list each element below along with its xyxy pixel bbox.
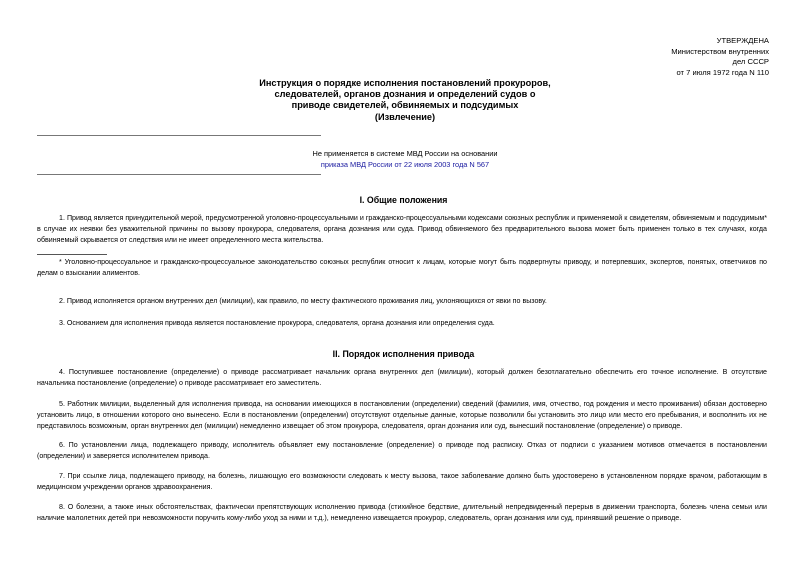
title-line-3: приводе свидетелей, обвиняемых и подсудимых xyxy=(291,100,519,111)
paragraph-2: 2. Привод исполняется органом внутренних дел (милиции), как правило, по месту фактического проживания лиц, уклоняющихся от явки по вызову. xyxy=(59,297,547,305)
paragraph-1: 1. Привод является принудительной мерой, предусмотренной уголовно-процессуальными и гражданско-процессуальными кодексами союзных республик и применяемой к свидетелям, обвиняемым и подсудимым* в случае их неявки без уважительной причины по вызову прокурора, следователя, органа дознания или суда. Привод обвиняемого без предварительного вызова может быть применен только в тех случаях, когда обвиняемый скрывается от следствия или не имеет определенного места жительства. xyxy=(37,214,767,245)
approval-line-2: Министерством внутренних xyxy=(671,46,769,56)
title-line-1: Инструкция о порядке исполнения постановлений прокуроров, xyxy=(259,78,551,88)
divider-bottom xyxy=(37,174,321,175)
status-notice xyxy=(240,148,570,171)
paragraph-6: 6. По установлении лица, подлежащего приводу, исполнитель объявляет ему постановление (определение) о приводе под расписку. Отказ от подписи с указанием мотивов отмечается в постановлении (определении) и заверяется исполнителем привода. xyxy=(37,441,767,461)
approval-line-3: дел СССР xyxy=(732,57,769,67)
footnote-divider xyxy=(37,254,107,255)
title-line-4: (Извлечение) xyxy=(374,111,436,122)
document-title xyxy=(200,78,610,123)
title-line-2: следователей, органов дознания и определений судов о xyxy=(274,89,536,100)
section-heading-2: II. Порядок исполнения привода xyxy=(332,349,475,359)
paragraph-5: 5. Работник милиции, выделенный для исполнения привода, на основании имеющихся в постановлении (определении) сведений (фамилия, имя, отчество, год рождения и место проживания) обязан достоверно установить лицо, в отношении которого оно вынесено. Если в постановлении (определении) отсутствуют отдельные данные, которые позволили бы установить это лицо или место его пребывания, и восполнить их не представилось возможным, орган внутренних дел (милиции) немедленно извещает об этом прокурора, следователя, орган дознания или суд, вынесший постановление (определение) о приводе. xyxy=(37,400,767,431)
paragraph-8: 8. О болезни, а также иных обстоятельствах, фактически препятствующих исполнению привода (стихийное бедствие, длительный непредвиденный перерыв в движении транспорта, болезнь члена семьи или наличие малолетних детей при невозможности поручить кому-либо уход за ними и т.д.), немедленно извещается прокурор, следователь, орган дознания или суд, принявший решение о приводе. xyxy=(37,503,767,523)
notice-text: Не применяется в системе МВД России на основании xyxy=(312,149,498,158)
approval-line-1: УТВЕРЖДЕНА xyxy=(716,36,769,45)
approval-line-4: от 7 июля 1972 года N 110 xyxy=(676,67,769,77)
footnote: * Уголовно-процессуальное и гражданско-процессуальное законодательство союзных республик относит к лицам, которые могут быть подвергнуты приводу, и потерпевших, экспертов, понятых, ответчиков по делам о взыскании алиментов. xyxy=(37,258,767,278)
divider-top xyxy=(37,135,321,136)
notice-link[interactable]: приказа МВД России от 22 июля 2003 года N 567 xyxy=(320,160,490,170)
paragraph-3: 3. Основанием для исполнения привода является постановление прокурора, следователя, органа дознания или определения суда. xyxy=(59,319,495,327)
paragraph-4: 4. Поступившее постановление (определение) о приводе рассматривает начальник органа внутренних дел (милиции), который должен безотлагательно обеспечить его точное исполнение. В отсутствие начальника постановление (определение) о приводе рассматривает его заместитель. xyxy=(37,368,767,388)
paragraph-7: 7. При ссылке лица, подлежащего приводу, на болезнь, лишающую его возможности следовать к месту вызова, такое заболевание должно быть удостоверено в установленном порядке врачом, работающим в медицинском учреждении органов здравоохранения. xyxy=(37,472,767,492)
approval-stamp xyxy=(671,36,769,78)
section-heading-1: I. Общие положения xyxy=(359,195,448,205)
